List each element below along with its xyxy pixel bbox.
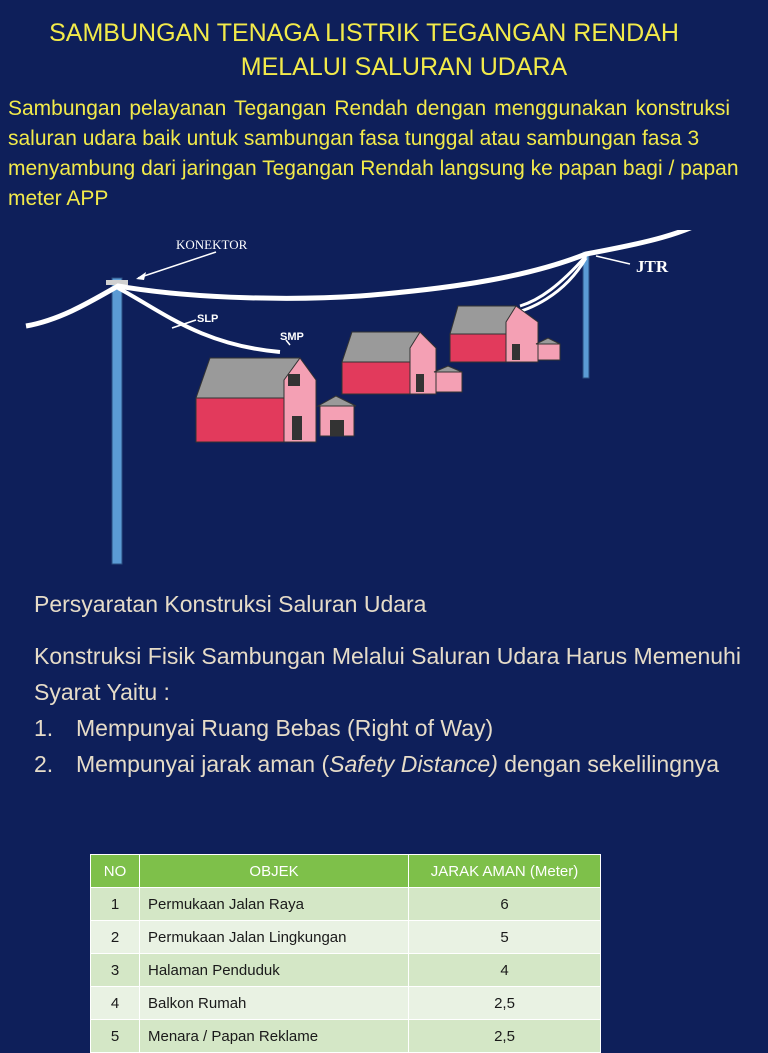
table-row [91,888,601,921]
cell-objek: Permukaan Jalan Raya [140,888,409,921]
header-no: NO [91,855,140,888]
jtr-label: JTR [636,257,669,276]
service-connection-diagram [0,230,768,575]
main-low-voltage-line [26,230,720,326]
house-1 [196,358,356,442]
safety-distance-table-wrap [90,854,601,1053]
item-number: 1. [34,715,54,741]
requirement-statement: Konstruksi Fisik Sambungan Melalui Saluran Udara Harus Memenuhi Syarat Yaitu : [34,643,741,705]
cell-no: 1 [91,888,140,921]
item-text: Mempunyai jarak aman (Safety Distance) dengan sekelilingnya [76,751,720,777]
konektor-label: KONEKTOR [176,237,248,252]
house-3 [450,306,560,362]
left-pole [112,278,122,564]
item-text: Mempunyai Ruang Bebas (Right of Way) [76,715,494,741]
requirement-item-1 [34,710,754,746]
intro-paragraph-2: menyambung dari jaringan Tegangan Rendah langsung ke papan bagi / papan meter APP [8,157,739,210]
cell-objek: Balkon Rumah [140,987,409,1020]
cell-jarak: 2,5 [409,1020,601,1053]
cell-jarak: 4 [409,954,601,987]
cell-jarak: 2,5 [409,987,601,1020]
house-2 [342,332,462,394]
intro-text [8,94,760,214]
table-row [91,1020,601,1053]
cell-no: 3 [91,954,140,987]
cell-objek: Menara / Papan Reklame [140,1020,409,1053]
slp-label: SLP [197,313,219,325]
item-number: 2. [34,751,54,777]
title-line-2: MELALUI SALURAN UDARA [240,53,568,81]
table-row [91,921,601,954]
slide-title [0,16,768,84]
cell-jarak: 5 [409,921,601,954]
cell-no: 2 [91,921,140,954]
cell-objek: Halaman Penduduk [140,954,409,987]
konektor-pointer [138,252,216,278]
intro-paragraph-1: Sambungan pelayanan Tegangan Rendah dengan menggunakan konstruksi saluran udara baik untuk sambungan fasa tunggal atau sambungan fasa 3 [8,97,730,150]
table-row [91,954,601,987]
header-objek: OBJEK [140,855,409,888]
requirements-section [34,586,754,782]
requirement-list [34,710,754,782]
title-line-1: SAMBUNGAN TENAGA LISTRIK TEGANGAN RENDAH [49,19,679,47]
safety-distance-table [90,854,601,1053]
right-pole [583,252,589,378]
table-row [91,987,601,1020]
section-heading: Persyaratan Konstruksi Saluran Udara [34,591,427,617]
table-header-row [91,855,601,888]
cell-objek: Permukaan Jalan Lingkungan [140,921,409,954]
requirement-item-2 [34,746,754,782]
header-jarak: JARAK AMAN (Meter) [409,855,601,888]
cell-no: 5 [91,1020,140,1053]
smp-label: SMP [280,331,304,343]
item-italic: Safety Distance) [329,751,498,777]
cell-no: 4 [91,987,140,1020]
cell-jarak: 6 [409,888,601,921]
